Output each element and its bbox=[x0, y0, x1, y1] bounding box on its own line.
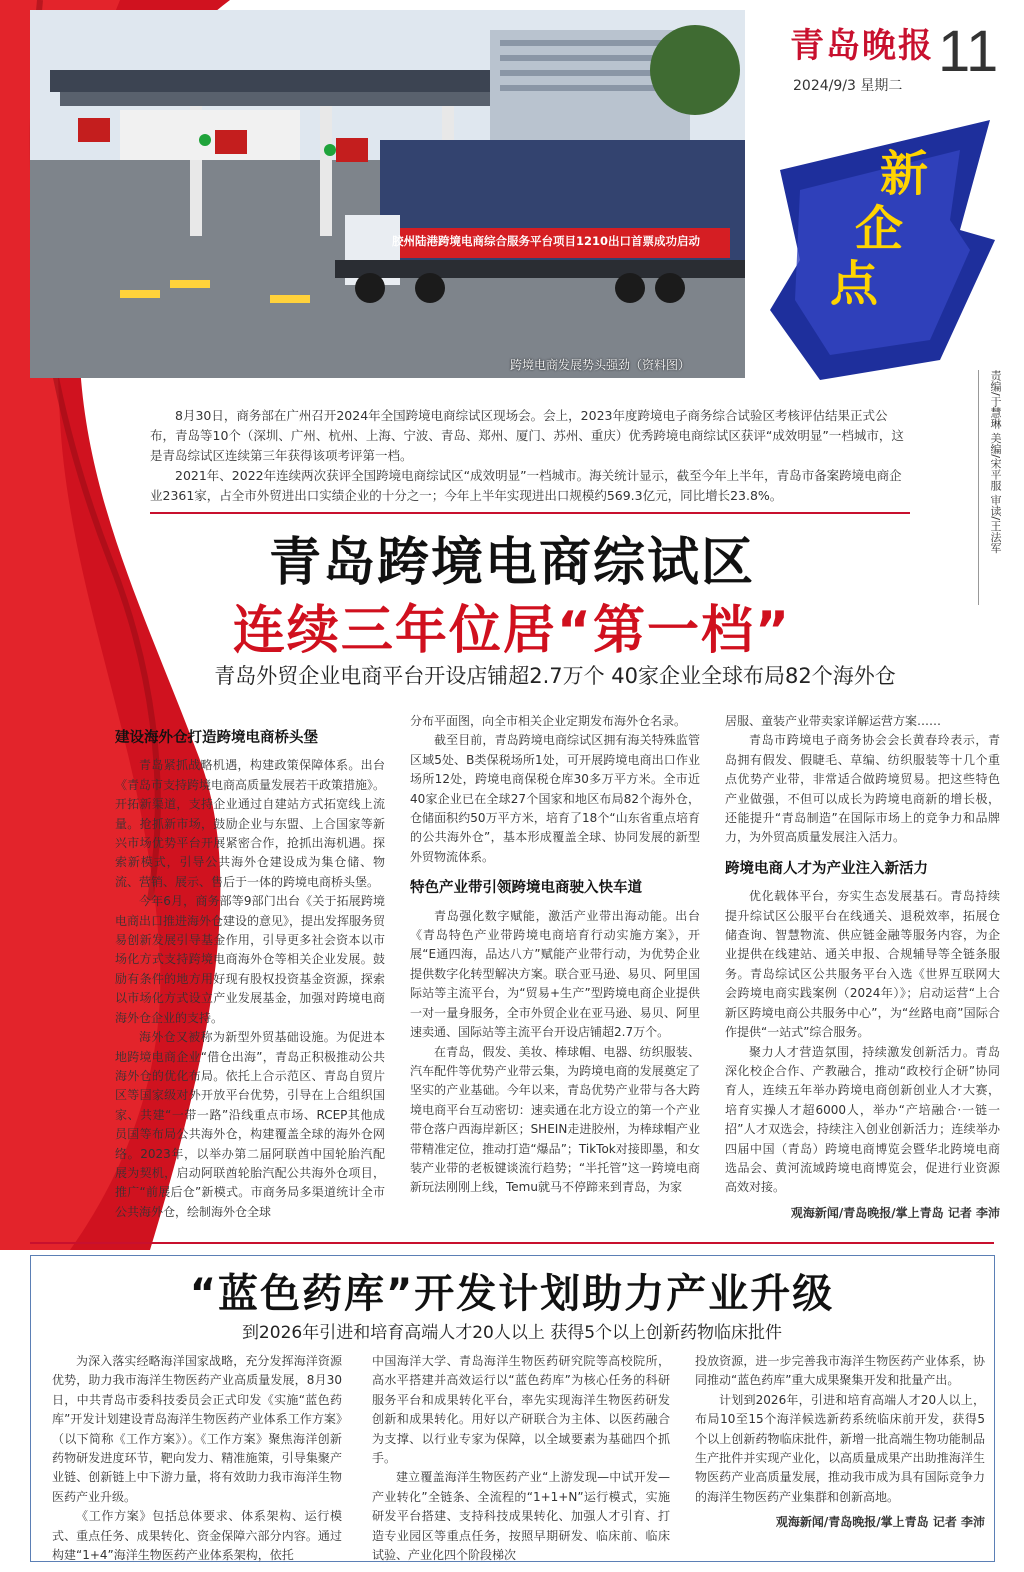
article-divider bbox=[30, 1242, 994, 1244]
photo-caption: 跨境电商发展势头强劲（资料图） bbox=[510, 358, 691, 372]
badge-char-2: 企 bbox=[855, 201, 904, 257]
article1-column-3 bbox=[725, 712, 1000, 1223]
paragraph: 海外仓又被称为新型外贸基础设施。为促进本地跨境电商企业“借仓出海”，青岛正积极推动公共海外仓的优化布局。依托上合示范区、青岛自贸片区等国家级对外开放平台优势，引导在上合组织国家、共建“一带一路”沿线重点市场、RCEP其他成员国等布局公共海外仓，构建覆盖全球的海外仓网络。2023年，以举办第二届阿联酋中国轮胎汽配展为契机，启动阿联酋轮胎汽配公共海外仓项目，推广“前展后仓”新模式。市商务局多渠道统计全市公共海外仓，绘制海外仓全球 bbox=[115, 1030, 385, 1219]
section-heading: 跨境电商人才为产业注入新活力 bbox=[725, 860, 928, 877]
article2-subtitle: 到2026年引进和培育高端人才20人以上 获得5个以上创新药物临床批件 bbox=[241, 1323, 783, 1343]
hero-photo bbox=[30, 10, 745, 378]
headline-line-2: 连续三年位居“第一档” bbox=[232, 601, 792, 661]
article2-title: “蓝色药库”开发计划助力产业升级 bbox=[189, 1271, 835, 1317]
paragraph: 今年6月，商务部等9部门出台《关于拓展跨境电商出口推进海外仓建设的意见》，提出发挥服务贸易创新发展引导基金作用，引导更多社会资本以市场化方式支持跨境电商海外仓等相关企业发展。鼓励有条件的地方用好现有股权投资基金资源，探索以市场化方式设立产业发展基金，加强对跨境电商海外仓企业的支持。 bbox=[115, 894, 386, 1025]
intro-block bbox=[150, 406, 910, 514]
masthead-logo: 青岛晚报 bbox=[790, 26, 934, 66]
badge-char-3: 点 bbox=[830, 256, 879, 312]
paragraph: 投放资源，进一步完善我市海洋生物医药产业体系，协同推动“蓝色药库”重大成果聚集开发和批量产出。 bbox=[695, 1354, 985, 1388]
paragraph: 《工作方案》包括总体要求、体系架构、运行模式、重点任务、成果转化、资金保障六部分内容。通过构建“1+4”海洋生物医药产业体系架构，依托 bbox=[52, 1509, 342, 1563]
paragraph: 中国海洋大学、青岛海洋生物医药研究院等高校院所，高水平搭建并高效运行以“蓝色药库”为核心任务的科研服务平台和成果转化平台，率先实现海洋生物医药研发创新和成果转化。用好以产研联合为主体、以医药融合为支撑、以行业专家为保障，以全域要素为基础四个抓手。 bbox=[372, 1354, 670, 1466]
paragraph: 聚力人才营造氛围，持续激发创新活力。青岛深化校企合作、产教融合，推动“政校行企研”协同育人，连续五年举办跨境电商创新创业人才大赛，培育实操人才超6000人，举办“产培融合·一链一招”人才双选会，持续注入创业创新活力；连续举办四届中国（青岛）跨境电商博览会暨华北跨境电商选品会、黄河流域跨境电商博览会，促进行业资源高效对接。 bbox=[725, 1044, 1000, 1195]
staff-credits: 责编/于慧琳 美编/宋平服 审读/王法军 bbox=[989, 370, 1002, 554]
intro-paragraph: 2021年、2022年连续两次获评全国跨境电商综试区“成效明显”一档城市。海关统计显示，截至今年上半年，青岛市备案跨境电商企业2361家，占全市外贸进出口实绩企业的十分之一；今年上半年实现进出口规模约569.3亿元，同比增长23.8%。 bbox=[150, 468, 902, 503]
intro-paragraph: 8月30日，商务部在广州召开2024年全国跨境电商综试区现场会。会上，2023年度跨境电子商务综合试验区考核评估结果正式公布，青岛等10个（深圳、广州、杭州、上海、宁波、青岛、郑州、厦门、苏州、重庆）优秀跨境电商综试区获评“成效明显”一档城市，这是青岛综试区连续第三年获得该项考评第一档。 bbox=[150, 408, 904, 463]
badge-char-1: 新 bbox=[880, 146, 929, 202]
byline: 观海新闻/青岛晚报/掌上青岛 记者 李沛 bbox=[775, 1515, 985, 1530]
article1-column-2 bbox=[410, 712, 700, 1198]
article2-column-1 bbox=[52, 1352, 342, 1565]
issue-date: 2024/9/3 星期二 bbox=[793, 78, 903, 94]
paragraph: 青岛强化数字赋能，激活产业带出海动能。出台《青岛特色产业带跨境电商培育行动实施方案》，开展“E通四海，品达八方”赋能产业带行动，为优势企业提供数字化转型解决方案。联合亚马逊、易贝、阿里国际站等主流平台，为“贸易+生产”型跨境电商企业提供一对一量身服务，全市外贸企业在亚马逊、易贝、阿里速卖通、国际站等主流平台开设店铺超2.7万个。 bbox=[410, 908, 700, 1040]
paragraph: 青岛市跨境电子商务协会会长黄春玲表示，青岛拥有假发、假睫毛、草编、纺织服装等十几个重点优势产业带，非常适合做跨境贸易。把这些特色产业做强，不但可以成长为跨境电商新的增长极，还能提升“青岛制造”在国际市场上的竞争力和品牌力，为外贸高质量发展注入活力。 bbox=[725, 733, 1000, 845]
paragraph: 截至目前，青岛跨境电商综试区拥有海关特殊监管区域5处、B类保税场所1处，可开展跨境电商出口作业场所12处，跨境电商保税仓库30多万平方米。全市近40家企业已在全球27个国家和地区布局82个海外仓，仓储面积约50万平方米，培育了18个“山东省重点培育的公共海外仓”，基本形成覆盖全球、协同发展的新型外贸物流体系。 bbox=[410, 733, 700, 864]
paragraph: 在青岛，假发、美妆、棒球帽、电器、纺织服装、汽车配件等优势产业带云集，为跨境电商的发展奠定了坚实的产业基础。今年以来，青岛优势产业带与各大跨境电商平台互动密切：速卖通在北方设立的第一个产业带仓落户西海岸新区；SHEIN走进胶州，为棒球帽产业带精准定位，推动打造“爆品”；TikTok对接即墨，和女装产业带的老板键谈流行趋势；“半托管”这一跨境电商新玩法刚刚上线，Temu就马不停蹄来到青岛，为家 bbox=[410, 1044, 700, 1195]
article2-column-3 bbox=[695, 1352, 985, 1533]
paragraph: 优化载体平台，夯实生态发展基石。青岛持续提升综试区公服平台在线通关、退税效率，拓展仓储查询、智慧物流、供应链金融等服务内容，为企业提供在线建站、通关申报、合规辅导等全链条服务。青岛综试区公共服务平台入选《世界互联网大会跨境电商实践案例（2024年）》；启动运营“上合新区跨境电商公共服务中心”，为“丝路电商”国际合作提供“一站式”综合服务。 bbox=[725, 889, 1000, 1040]
article2-column-2 bbox=[372, 1352, 670, 1565]
paragraph: 居服、童装产业带卖家详解运营方案…… bbox=[725, 714, 942, 728]
section-heading: 特色产业带引领跨境电商驶入快车道 bbox=[410, 880, 642, 897]
truck-banner: 胶州陆港跨境电商综合服务平台项目1210出口首票成功启动 bbox=[392, 234, 701, 248]
paragraph: 建立覆盖海洋生物医药产业“上游发现—中试开发—产业转化”全链条、全流程的“1+1+N”运行模式，实施研发平台搭建、支持科技成果转化、加强人才引育、打造专业园区等重点任务，按照早期研发、临床前、临床试验、产业化四个阶段梯次 bbox=[372, 1470, 670, 1563]
paragraph: 分布平面图，向全市相关企业定期发布海外仓名录。 bbox=[410, 714, 687, 728]
paragraph: 计划到2026年，引进和培育高端人才20人以上，布局10至15个海洋候选新药系统临床前开发，获得5个以上创新药物临床批件，新增一批高端生物功能制品生产批件并实现产业化，以高质量成果产出助推海洋生物医药产业高质量发展，推动我市成为具有国际竞争力的海洋生物医药产业集群和创新高地。 bbox=[695, 1392, 985, 1504]
headline-subtitle: 青岛外贸企业电商平台开设店铺超2.7万个 40家企业全球布局82个海外仓 bbox=[214, 664, 896, 688]
headline-line-1: 青岛跨境电商综试区 bbox=[268, 533, 755, 593]
paragraph: 青岛紧抓战略机遇，构建政策保障体系。出台《青岛市支持跨境电商高质量发展若干政策措施》。开拓新渠道，支持企业通过自建站方式拓宽线上流量。抢抓新市场，鼓励企业与东盟、上合国家等新兴市场优势平台开展紧密合作，抢抓出海机遇。探索新模式，引导公共海外仓建设成为集仓储、物流、营销、展示、售后于一体的跨境电商桥头堡。 bbox=[115, 758, 386, 889]
section-heading: 建设海外仓打造跨境电商桥头堡 bbox=[115, 730, 318, 746]
paragraph: 为深入落实经略海洋国家战略，充分发挥海洋资源优势，助力我市海洋生物医药产业高质量发展，8月30日，中共青岛市委科技委员会正式印发《实施“蓝色药库”开发计划建设青岛海洋生物医药产业体系工作方案》（以下简称《工作方案》）。《工作方案》聚焦海洋创新药物研发进度环节，靶向发力、精准施策，引导集聚产业链、创新链上中下游力量，将有效助力我市海洋生物医药产业升级。 bbox=[52, 1354, 342, 1504]
section-badge bbox=[760, 110, 1000, 380]
article1-column-1 bbox=[115, 725, 385, 1222]
byline: 观海新闻/青岛晚报/掌上青岛 记者 李沛 bbox=[790, 1205, 1000, 1220]
page-number: 11 bbox=[938, 19, 999, 84]
